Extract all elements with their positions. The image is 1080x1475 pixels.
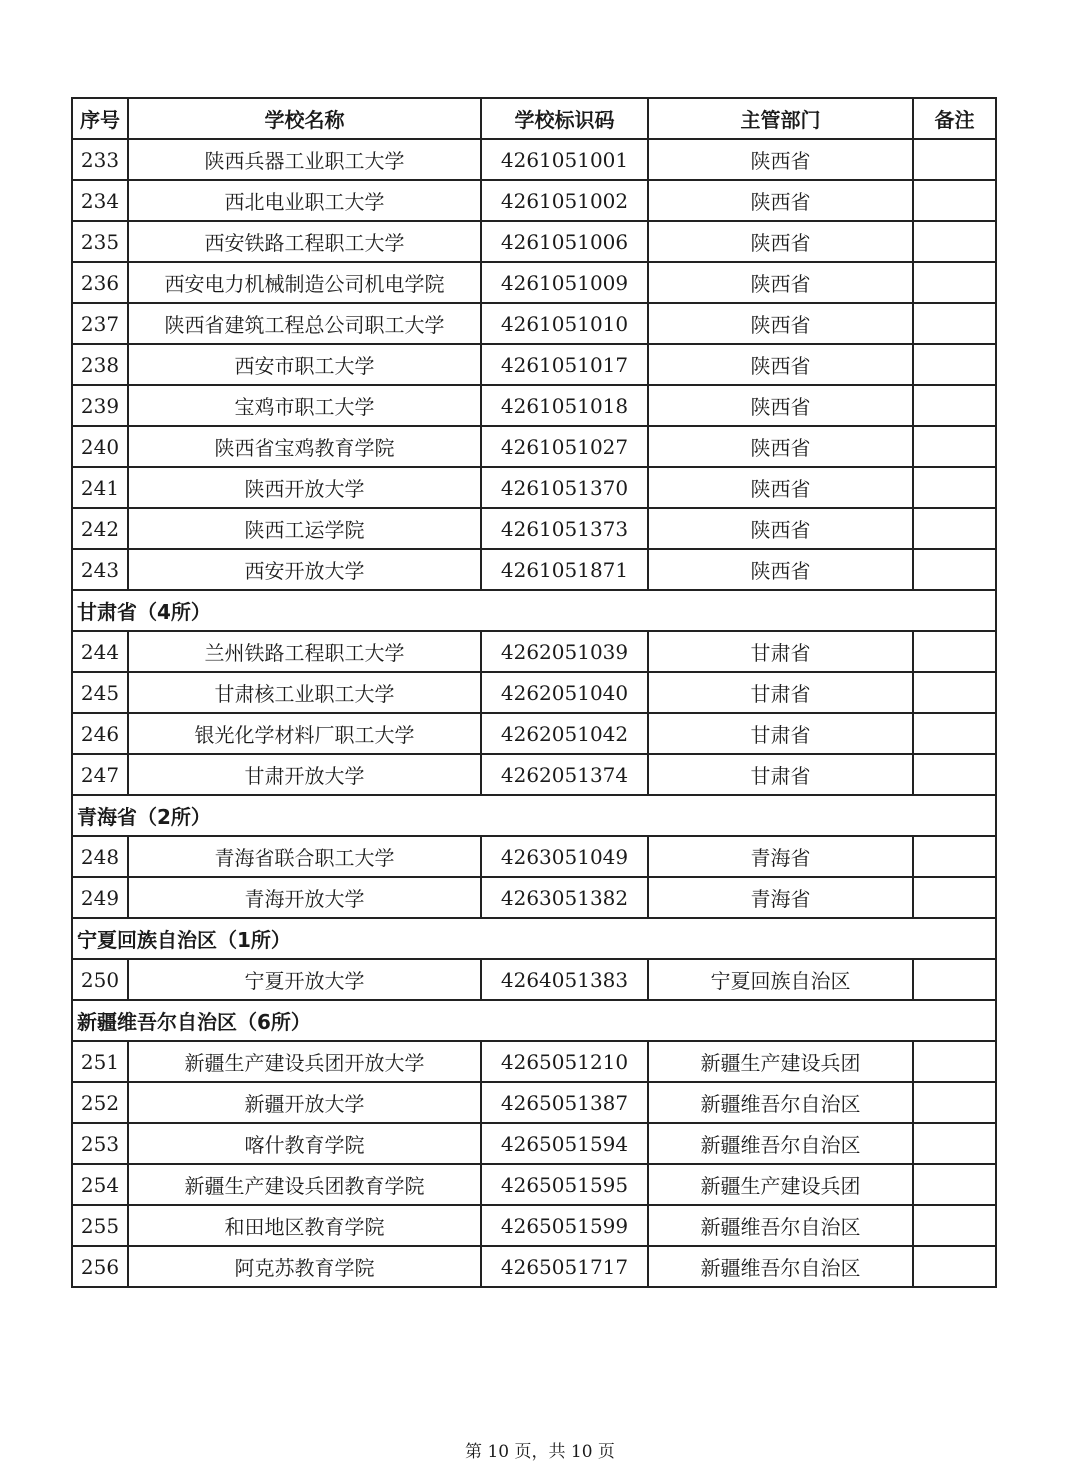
note <box>913 1205 996 1246</box>
school-name: 阿克苏教育学院 <box>128 1246 481 1287</box>
department: 陕西省 <box>648 385 913 426</box>
department: 陕西省 <box>648 467 913 508</box>
school-code: 4261051010 <box>481 303 648 344</box>
school-list-table <box>71 97 997 1288</box>
school-code: 4265051599 <box>481 1205 648 1246</box>
row-number: 249 <box>72 877 128 918</box>
school-code: 4261051017 <box>481 344 648 385</box>
note <box>913 672 996 713</box>
table-row <box>72 877 996 918</box>
row-number: 242 <box>72 508 128 549</box>
note <box>913 180 996 221</box>
note <box>913 426 996 467</box>
note <box>913 508 996 549</box>
school-name: 西安铁路工程职工大学 <box>128 221 481 262</box>
department: 陕西省 <box>648 549 913 590</box>
section-label: 青海省（2所） <box>72 795 996 836</box>
section-row <box>72 590 996 631</box>
table-header-row <box>72 98 996 139</box>
department: 陕西省 <box>648 139 913 180</box>
row-number: 239 <box>72 385 128 426</box>
row-number: 252 <box>72 1082 128 1123</box>
table-row <box>72 631 996 672</box>
school-name: 陕西兵器工业职工大学 <box>128 139 481 180</box>
table-row <box>72 1205 996 1246</box>
school-code: 4261051001 <box>481 139 648 180</box>
school-name: 和田地区教育学院 <box>128 1205 481 1246</box>
table-row <box>72 1123 996 1164</box>
school-code: 4261051370 <box>481 467 648 508</box>
table-row <box>72 836 996 877</box>
note <box>913 713 996 754</box>
school-code: 4265051387 <box>481 1082 648 1123</box>
school-name: 西安开放大学 <box>128 549 481 590</box>
note <box>913 344 996 385</box>
school-name: 西北电业职工大学 <box>128 180 481 221</box>
department: 新疆维吾尔自治区 <box>648 1246 913 1287</box>
header-school-code: 学校标识码 <box>481 98 648 139</box>
table-row <box>72 262 996 303</box>
department: 新疆生产建设兵团 <box>648 1041 913 1082</box>
school-name: 宝鸡市职工大学 <box>128 385 481 426</box>
school-name: 青海省联合职工大学 <box>128 836 481 877</box>
department: 新疆维吾尔自治区 <box>648 1123 913 1164</box>
note <box>913 836 996 877</box>
school-code: 4263051382 <box>481 877 648 918</box>
row-number: 253 <box>72 1123 128 1164</box>
department: 新疆维吾尔自治区 <box>648 1082 913 1123</box>
department: 新疆生产建设兵团 <box>648 1164 913 1205</box>
row-number: 235 <box>72 221 128 262</box>
department: 甘肃省 <box>648 672 913 713</box>
table-body <box>72 139 996 1287</box>
department: 青海省 <box>648 877 913 918</box>
header-no: 序号 <box>72 98 128 139</box>
school-name: 新疆生产建设兵团教育学院 <box>128 1164 481 1205</box>
school-code: 4261051018 <box>481 385 648 426</box>
table-row <box>72 426 996 467</box>
table-row <box>72 508 996 549</box>
table-row <box>72 467 996 508</box>
header-school-name: 学校名称 <box>128 98 481 139</box>
section-label: 宁夏回族自治区（1所） <box>72 918 996 959</box>
school-code: 4265051210 <box>481 1041 648 1082</box>
school-name: 甘肃核工业职工大学 <box>128 672 481 713</box>
school-code: 4262051042 <box>481 713 648 754</box>
row-number: 243 <box>72 549 128 590</box>
note <box>913 262 996 303</box>
note <box>913 139 996 180</box>
department: 青海省 <box>648 836 913 877</box>
row-number: 246 <box>72 713 128 754</box>
row-number: 256 <box>72 1246 128 1287</box>
department: 陕西省 <box>648 221 913 262</box>
table-row <box>72 1082 996 1123</box>
note <box>913 959 996 1000</box>
row-number: 241 <box>72 467 128 508</box>
school-name: 陕西开放大学 <box>128 467 481 508</box>
school-name: 西安市职工大学 <box>128 344 481 385</box>
school-code: 4261051373 <box>481 508 648 549</box>
note <box>913 221 996 262</box>
school-name: 银光化学材料厂职工大学 <box>128 713 481 754</box>
department: 陕西省 <box>648 344 913 385</box>
row-number: 245 <box>72 672 128 713</box>
table-row <box>72 139 996 180</box>
note <box>913 877 996 918</box>
note <box>913 1246 996 1287</box>
row-number: 238 <box>72 344 128 385</box>
school-code: 4262051374 <box>481 754 648 795</box>
row-number: 250 <box>72 959 128 1000</box>
department: 甘肃省 <box>648 713 913 754</box>
section-label: 甘肃省（4所） <box>72 590 996 631</box>
row-number: 233 <box>72 139 128 180</box>
school-code: 4261051871 <box>481 549 648 590</box>
row-number: 240 <box>72 426 128 467</box>
row-number: 248 <box>72 836 128 877</box>
note <box>913 1123 996 1164</box>
table-row <box>72 713 996 754</box>
school-code: 4261051002 <box>481 180 648 221</box>
page-footer: 第 10 页，共 10 页 <box>465 1442 615 1462</box>
school-code: 4265051594 <box>481 1123 648 1164</box>
note <box>913 467 996 508</box>
note <box>913 631 996 672</box>
school-name: 青海开放大学 <box>128 877 481 918</box>
row-number: 234 <box>72 180 128 221</box>
school-name: 新疆开放大学 <box>128 1082 481 1123</box>
row-number: 255 <box>72 1205 128 1246</box>
note <box>913 303 996 344</box>
table-row <box>72 959 996 1000</box>
school-code: 4265051717 <box>481 1246 648 1287</box>
department: 陕西省 <box>648 508 913 549</box>
department: 甘肃省 <box>648 631 913 672</box>
table-row <box>72 344 996 385</box>
school-name: 兰州铁路工程职工大学 <box>128 631 481 672</box>
section-row <box>72 795 996 836</box>
table-row <box>72 1041 996 1082</box>
department: 陕西省 <box>648 303 913 344</box>
school-code: 4264051383 <box>481 959 648 1000</box>
note <box>913 754 996 795</box>
note <box>913 1164 996 1205</box>
note <box>913 385 996 426</box>
school-name: 陕西工运学院 <box>128 508 481 549</box>
school-name: 陕西省宝鸡教育学院 <box>128 426 481 467</box>
section-label: 新疆维吾尔自治区（6所） <box>72 1000 996 1041</box>
table-row <box>72 385 996 426</box>
section-row <box>72 918 996 959</box>
table-row <box>72 1164 996 1205</box>
table-row <box>72 303 996 344</box>
department: 陕西省 <box>648 426 913 467</box>
department: 陕西省 <box>648 180 913 221</box>
school-code: 4261051009 <box>481 262 648 303</box>
table-row <box>72 180 996 221</box>
school-code: 4262051040 <box>481 672 648 713</box>
table-row <box>72 1246 996 1287</box>
table-row <box>72 221 996 262</box>
department: 甘肃省 <box>648 754 913 795</box>
header-note: 备注 <box>913 98 996 139</box>
school-code: 4261051027 <box>481 426 648 467</box>
school-name: 西安电力机械制造公司机电学院 <box>128 262 481 303</box>
department: 新疆维吾尔自治区 <box>648 1205 913 1246</box>
school-name: 甘肃开放大学 <box>128 754 481 795</box>
section-row <box>72 1000 996 1041</box>
row-number: 247 <box>72 754 128 795</box>
table-row <box>72 754 996 795</box>
note <box>913 549 996 590</box>
row-number: 236 <box>72 262 128 303</box>
header-department: 主管部门 <box>648 98 913 139</box>
school-code: 4261051006 <box>481 221 648 262</box>
department: 陕西省 <box>648 262 913 303</box>
school-code: 4263051049 <box>481 836 648 877</box>
row-number: 254 <box>72 1164 128 1205</box>
school-code: 4262051039 <box>481 631 648 672</box>
school-name: 喀什教育学院 <box>128 1123 481 1164</box>
row-number: 244 <box>72 631 128 672</box>
note <box>913 1041 996 1082</box>
table-row <box>72 672 996 713</box>
row-number: 237 <box>72 303 128 344</box>
row-number: 251 <box>72 1041 128 1082</box>
table-row <box>72 549 996 590</box>
school-name: 新疆生产建设兵团开放大学 <box>128 1041 481 1082</box>
school-code: 4265051595 <box>481 1164 648 1205</box>
school-name: 宁夏开放大学 <box>128 959 481 1000</box>
department: 宁夏回族自治区 <box>648 959 913 1000</box>
school-name: 陕西省建筑工程总公司职工大学 <box>128 303 481 344</box>
note <box>913 1082 996 1123</box>
